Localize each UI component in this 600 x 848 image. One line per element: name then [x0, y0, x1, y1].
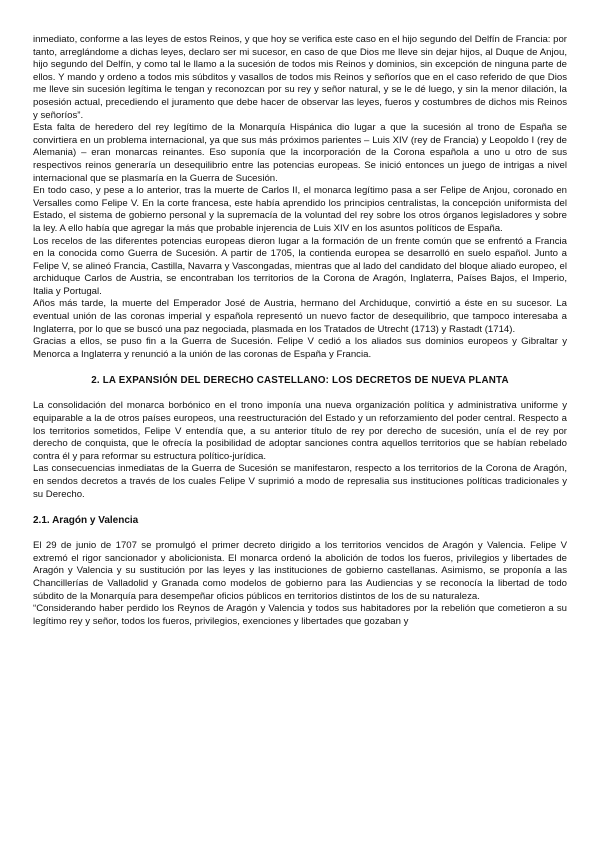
paragraph-first-decree: El 29 de junio de 1707 se promulgó el primer decreto dirigido a los territorios vencidos de Aragón y Valencia. Felipe V extremó el rigor sancionador y abolicionista. El monarca ordenó la abolición de todos los fueros, privilegios y libertades de Aragón y Valencia y su sustitución por las leyes y las instituciones de gobierno castellanas. Asimismo, se proponía a las Chancillerías de Valladolid y Granada como modelos de gobierno para las Audiencias y se reconocía la libertad de todo súbdito de la Monarquía para desempeñar oficios públicos en territorios distintos de los de su naturaleza.: [33, 540, 567, 602]
subsection-heading: 2.1. Aragón y Valencia: [33, 515, 139, 527]
paragraph-war-consequences: Las consecuencias inmediatas de la Guerra de Sucesión se manifestaron, respecto a los territorios de la Corona de Aragón, en sendos decretos a través de los cuales Felipe V suprimió a modo de represalia sus instituciones políticas tradicionales y su Derecho.: [33, 463, 567, 500]
paragraph-will-quote: inmediato, conforme a las leyes de estos Reinos, y que hoy se verifica este caso en el hijo segundo del Delfín de Francia: por tanto, arreglándome a dichas leyes, declaro ser mi sucesor, en caso de que Dios me lleve sin dejar hijos, al Duque de Anjou, hijo segundo del Delfín, y como tal le llamo a la sucesión de todos mis Reinos y dominios, sin excepción de ninguna parte de ellos. Y mando y ordeno a todos mis súbditos y vasallos de todos mis Reinos y señoríos que en el caso referido de que Dios me lleve sin sucesión legítima le tengan y reconozcan por su rey y señor natural, y se le dé luego, y sin la menor dilación, la posesión actual, precediendo el juramento que debe hacer de observar las leyes, fueros y costumbres de dichos mis Reinos y señoríos”.: [33, 34, 567, 121]
paragraph-decree-quote: “Considerando haber perdido los Reynos de Aragón y Valencia y todos sus habitadores por la rebelión que cometieron a su legítimo rey y señor, todos los fueros, privilegios, exenciones y libertades que gozaban y: [33, 603, 567, 627]
spacer: [33, 361, 567, 375]
paragraph-european-powers: Los recelos de las diferentes potencias europeas dieron lugar a la formación de un frente común que se enfrentó a Francia en la conocida como Guerra de Sucesión. A partir de 1705, la contienda europea se desarrolló en suelo español. Junto a Felipe V, se alineó Francia, Castilla, Navarra y Vascongadas, mientras que al lado del candidato del bloque aliado europeo, el archiduque Carlos de Austria, se encontraban los territorios de la Corona de Aragón, Inglaterra, Países Bajos, el Imperio, Italia y Portugal.: [33, 235, 567, 297]
paragraph-succession-problem: Esta falta de heredero del rey legítimo de la Monarquía Hispánica dio lugar a que la sucesión al trono de España se convirtiera en un problema internacional, ya que sus más próximos parientes – Luis XIV (rey de Francia) y Leopoldo I (rey de Alemania) – eran monarcas reinantes. Eso suponía que la incorporación de la Corona española a uno u otro de sus respectivos reinos generaría un desequilibrio entre las potencias europeas. Se inició entonces un juego de intrigas a nivel internacional que se plasmaría en la Guerra de Sucesión.: [33, 122, 567, 184]
paragraph-end-of-war: Gracias a ellos, se puso fin a la Guerra de Sucesión. Felipe V cedió a los aliados sus dominios europeos y Gibraltar y Menorca a Inglaterra y renunció a la unión de las coronas de España y Francia.: [33, 336, 567, 360]
spacer: [33, 526, 567, 540]
paragraph-bourbon-consolidation: La consolidación del monarca borbónico en el trono imponía una nueva organización política y administrativa uniforme y equiparable a la de otros países europeos, una reestructuración del Estado y un reforzamiento del poder central. Respecto a los territorios sometidos, Felipe V entendía que, a su anterior título de rey por derecho de sucesión, unía el de rey por derecho de conquista, que le ofrecía la posibilidad de adoptar sanciones contra aquellos territorios que se habían rebelado contra él y para reformar su estructura político-jurídica.: [33, 400, 567, 462]
spacer: [33, 501, 567, 515]
paragraph-felipe-anjou: En todo caso, y pese a lo anterior, tras la muerte de Carlos II, el monarca legítimo pasa a ser Felipe de Anjou, coronado en Versalles como Felipe V. En la corte francesa, este había aprendido los principios centralistas, la concepción uniformista del Estado, el sistema de gobierno personal y la supremacía de la voluntad del rey sobre los otros órganos legisladores y sobre la ley. A ello había que agregar la más que probable injerencia de Luis XIV en los asuntos políticos de España.: [33, 185, 567, 234]
section-heading: 2. LA EXPANSIÓN DEL DERECHO CASTELLANO: LOS DECRETOS DE NUEVA PLANTA: [91, 375, 509, 387]
paragraph-utrecht-treaties: Años más tarde, la muerte del Emperador José de Austria, hermano del Archiduque, convirtió a éste en su sucesor. La eventual unión de las coronas imperial y española representó un nuevo factor de desequilibrio, que tampoco interesaba a Inglaterra, por lo que se buscó una paz negociada, plasmada en los Tratados de Utrecht (1713) y Rastadt (1714).: [33, 298, 567, 335]
spacer: [33, 386, 567, 400]
